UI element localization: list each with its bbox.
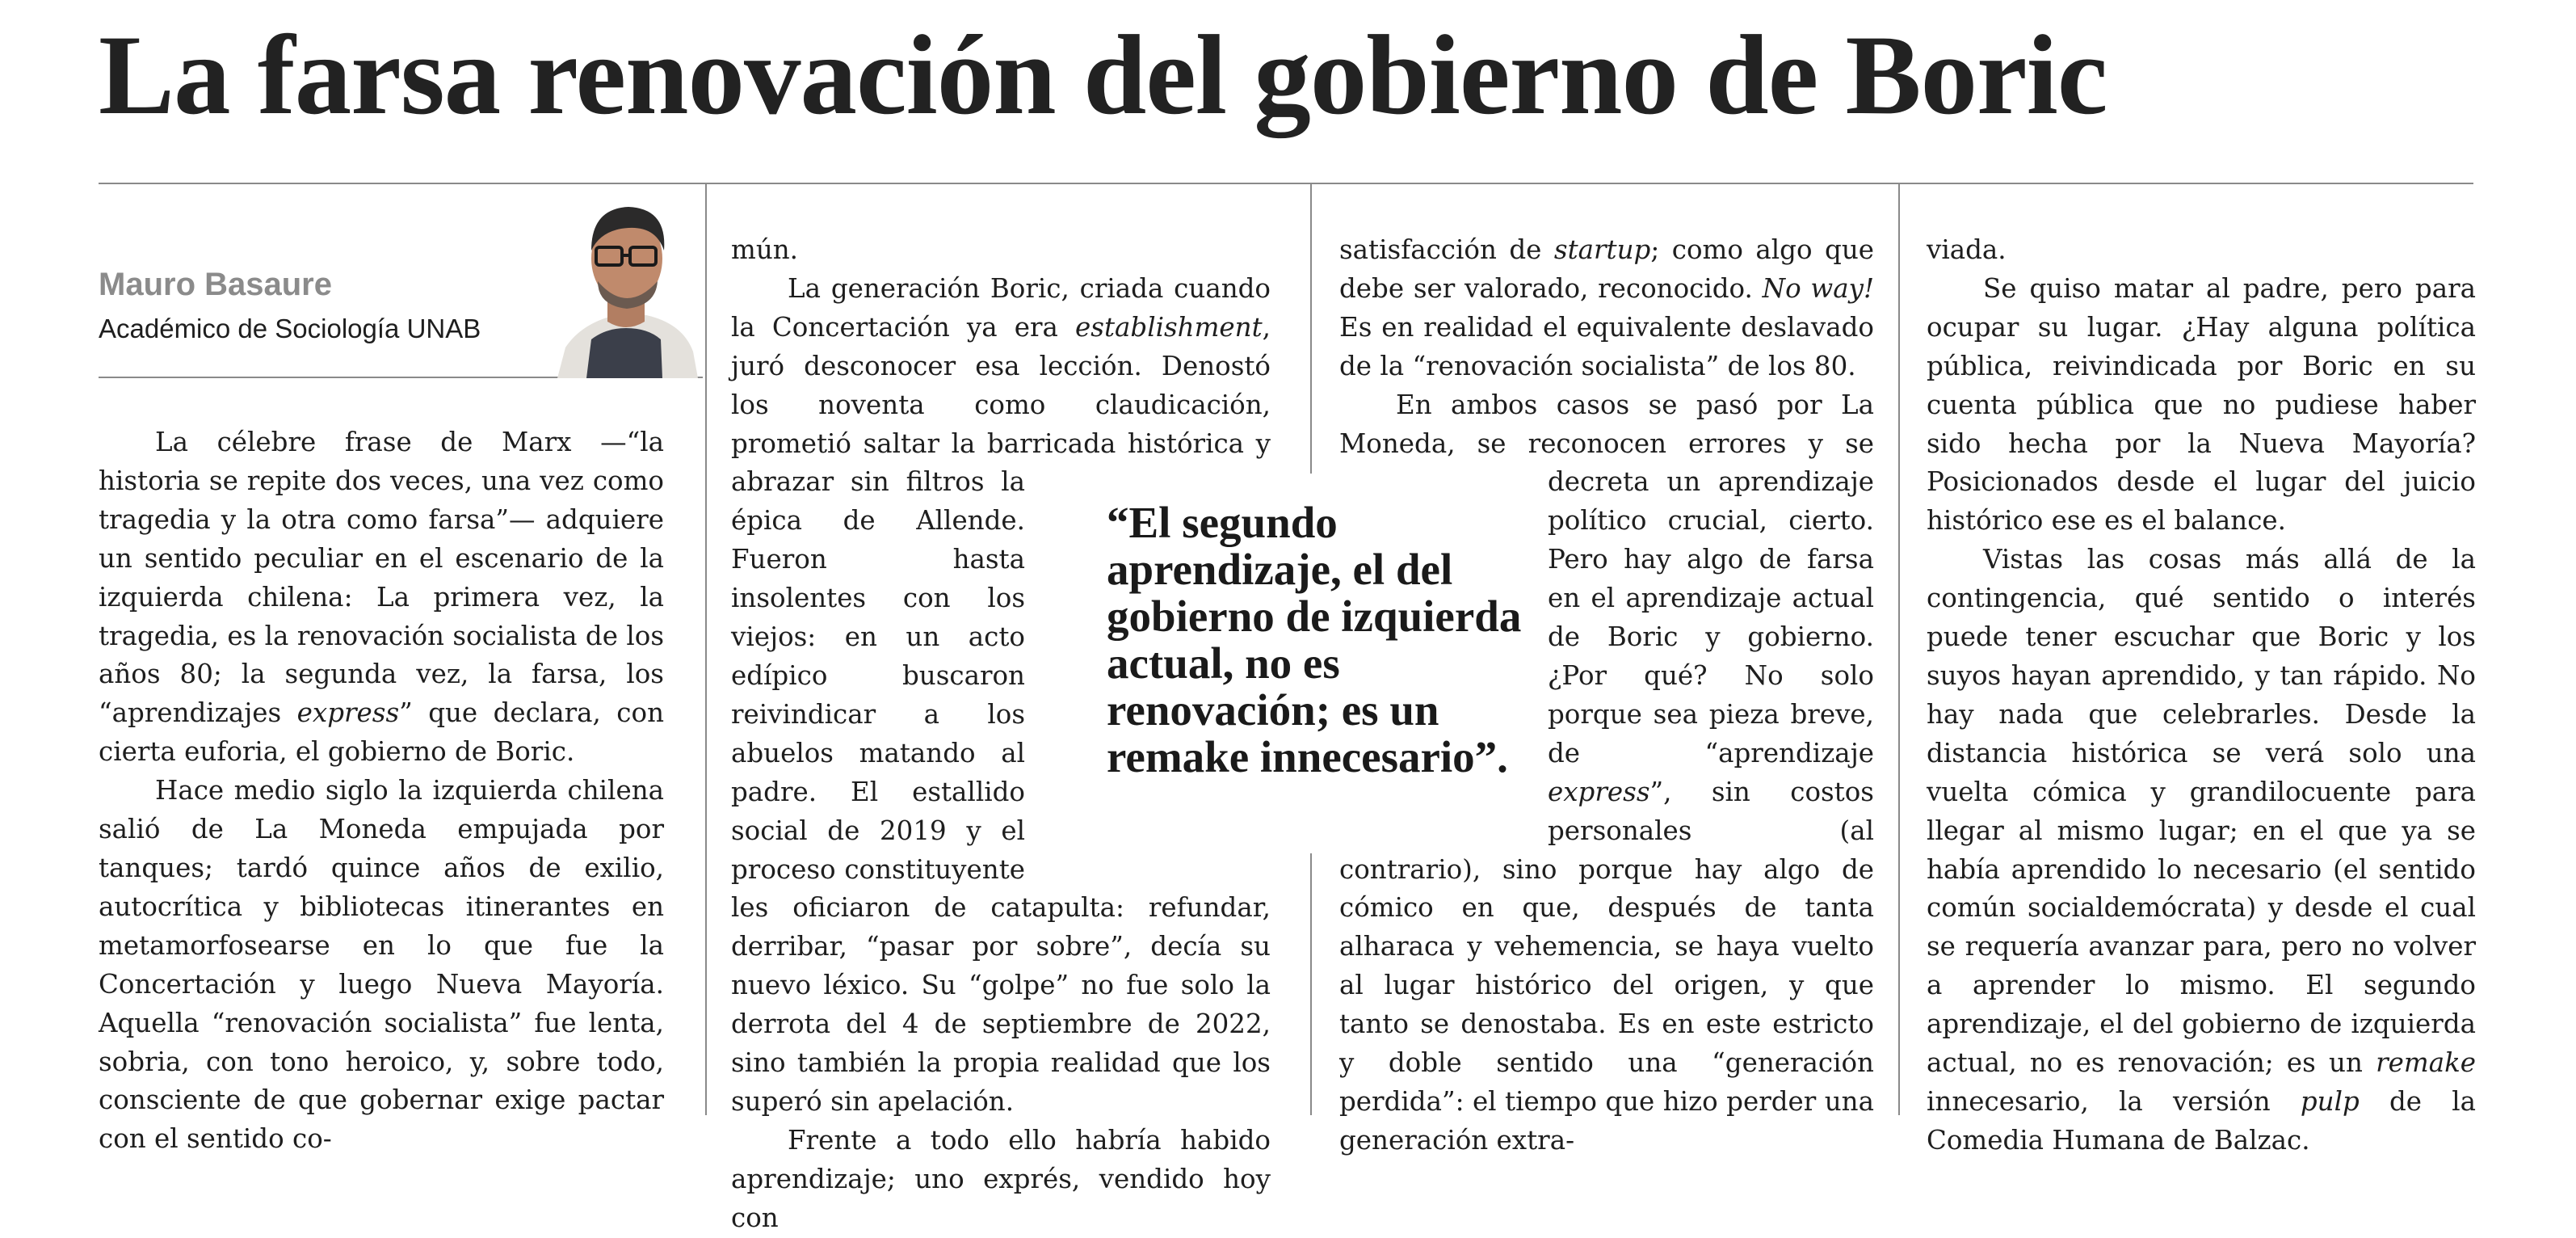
paragraph: Frente a todo ello habría habido aprendizaje; uno exprés, vendido hoy con (731, 1124, 1271, 1233)
paragraph: satisfacción de startup; como algo que debe ser valorado, reconocido. No way! Es en realidad el equivalente deslavado de la “renovación socialista” de los 80. (1339, 231, 1874, 386)
paragraph: La célebre frase de Marx —“la historia se repite dos veces, una vez como tragedia y la otra como farsa”— adquiere un sentido peculiar en el escenario de la izquierda chilena: La primera vez, la tragedia, es la renovación socialista de los años 80; la segunda vez, la farsa, los “aprendizajes express” que declara, con cierta euforia, el gobierno de Boric. (99, 427, 665, 768)
top-rule (99, 183, 2473, 184)
paragraph: viada. (1927, 234, 2007, 265)
author-role: Académico de Sociología UNAB (99, 314, 481, 343)
paragraph: La generación Boric, criada cuando la Concertación ya era establishment, juró desconocer esa lección. Denostó los noventa como claudicación, prometió saltar la barricada histórica y abrazar sin filtros la épica de Allende. Fueron hasta insolentes con los viejos: en un acto edípico buscaron reivindicar a los abuelos matando al padre. El estallido social de 2019 y el proceso constituyente les oficiaron de catapulta: refundar, derribar, “pasar por sobre”, decía su nuevo léxico. Su “golpe” no fue solo la derrota del 4 de septiembre de 2022, sino también la propia realidad que los superó sin apelación. (731, 272, 1271, 1117)
paragraph: mún. (731, 234, 799, 265)
paragraph: Hace medio siglo la izquierda chilena salió de La Moneda empujada por tanques; tardó quince años de exilio, autocrítica y bibliotecas itinerantes en metamorfosearse en lo que fue la Concertación y luego Nueva Mayoría. Aquella “renovación socialista” fue lenta, sobria, con tono heroico, y, sobre todo, consciente de que gobernar exige pactar con el sentido co- (99, 775, 664, 1155)
headline: La farsa renovación del gobierno de Boric (99, 12, 2107, 138)
column-divider-1 (705, 184, 707, 1115)
paragraph: Vistas las cosas más allá de la contingencia, qué sentido o interés puede tener escuchar que Boric y los suyos hayan aprendido, y tan rápido. No hay nada que celebrarles. Desde la distancia histórica se verá solo una vuelta cómica y grandilocuente para llegar al mismo lugar; en el que ya se había aprendido lo necesario (el sentido común socialdemócrata) y desde el cual se requería avanzar para, pero no volver a aprender lo mismo. El segundo aprendizaje, el del gobierno de izquierda actual, no es renovación; es un remake innecesario, la versión pulp de la Comedia Humana de Balzac. (1927, 544, 2476, 1156)
column-1 (99, 423, 664, 1159)
paragraph: Se quiso matar al padre, pero para ocupar su lugar. ¿Hay alguna política pública, reivindicada por Boric en su cuenta pública que no pudiese haber sido hecha por la Nueva Mayoría? Posicionados desde el lugar del juicio histórico ese es el balance. (1927, 272, 2476, 537)
column-divider-3 (1898, 184, 1900, 1115)
column-4 (1927, 231, 2476, 1160)
pull-quote: “El segundo aprendizaje, el del gobierno de izquierda actual, no es renovación; es un remake innecesario”. (1107, 498, 1522, 781)
author-portrait (549, 194, 703, 378)
author-name: Mauro Basaure (99, 267, 332, 302)
paragraph: En ambos casos se pasó por La Moneda, se reconocen errores y se decreta un aprendizaje político crucial, cierto. Pero hay algo de farsa en el aprendizaje actual de Boric y gobierno. ¿Por qué? No solo porque sea pieza breve, de “aprendizaje express”, sin costos personales (al contrario), sino porque hay algo de cómico en que, después de tanta alharaca y vehemencia, se haya vuelto al lugar histórico del origen, y que tanto se denostaba. Es en este estricto y doble sentido una “generación perdida”: el tiempo que hizo perder una generación extra- (1339, 389, 1874, 1156)
